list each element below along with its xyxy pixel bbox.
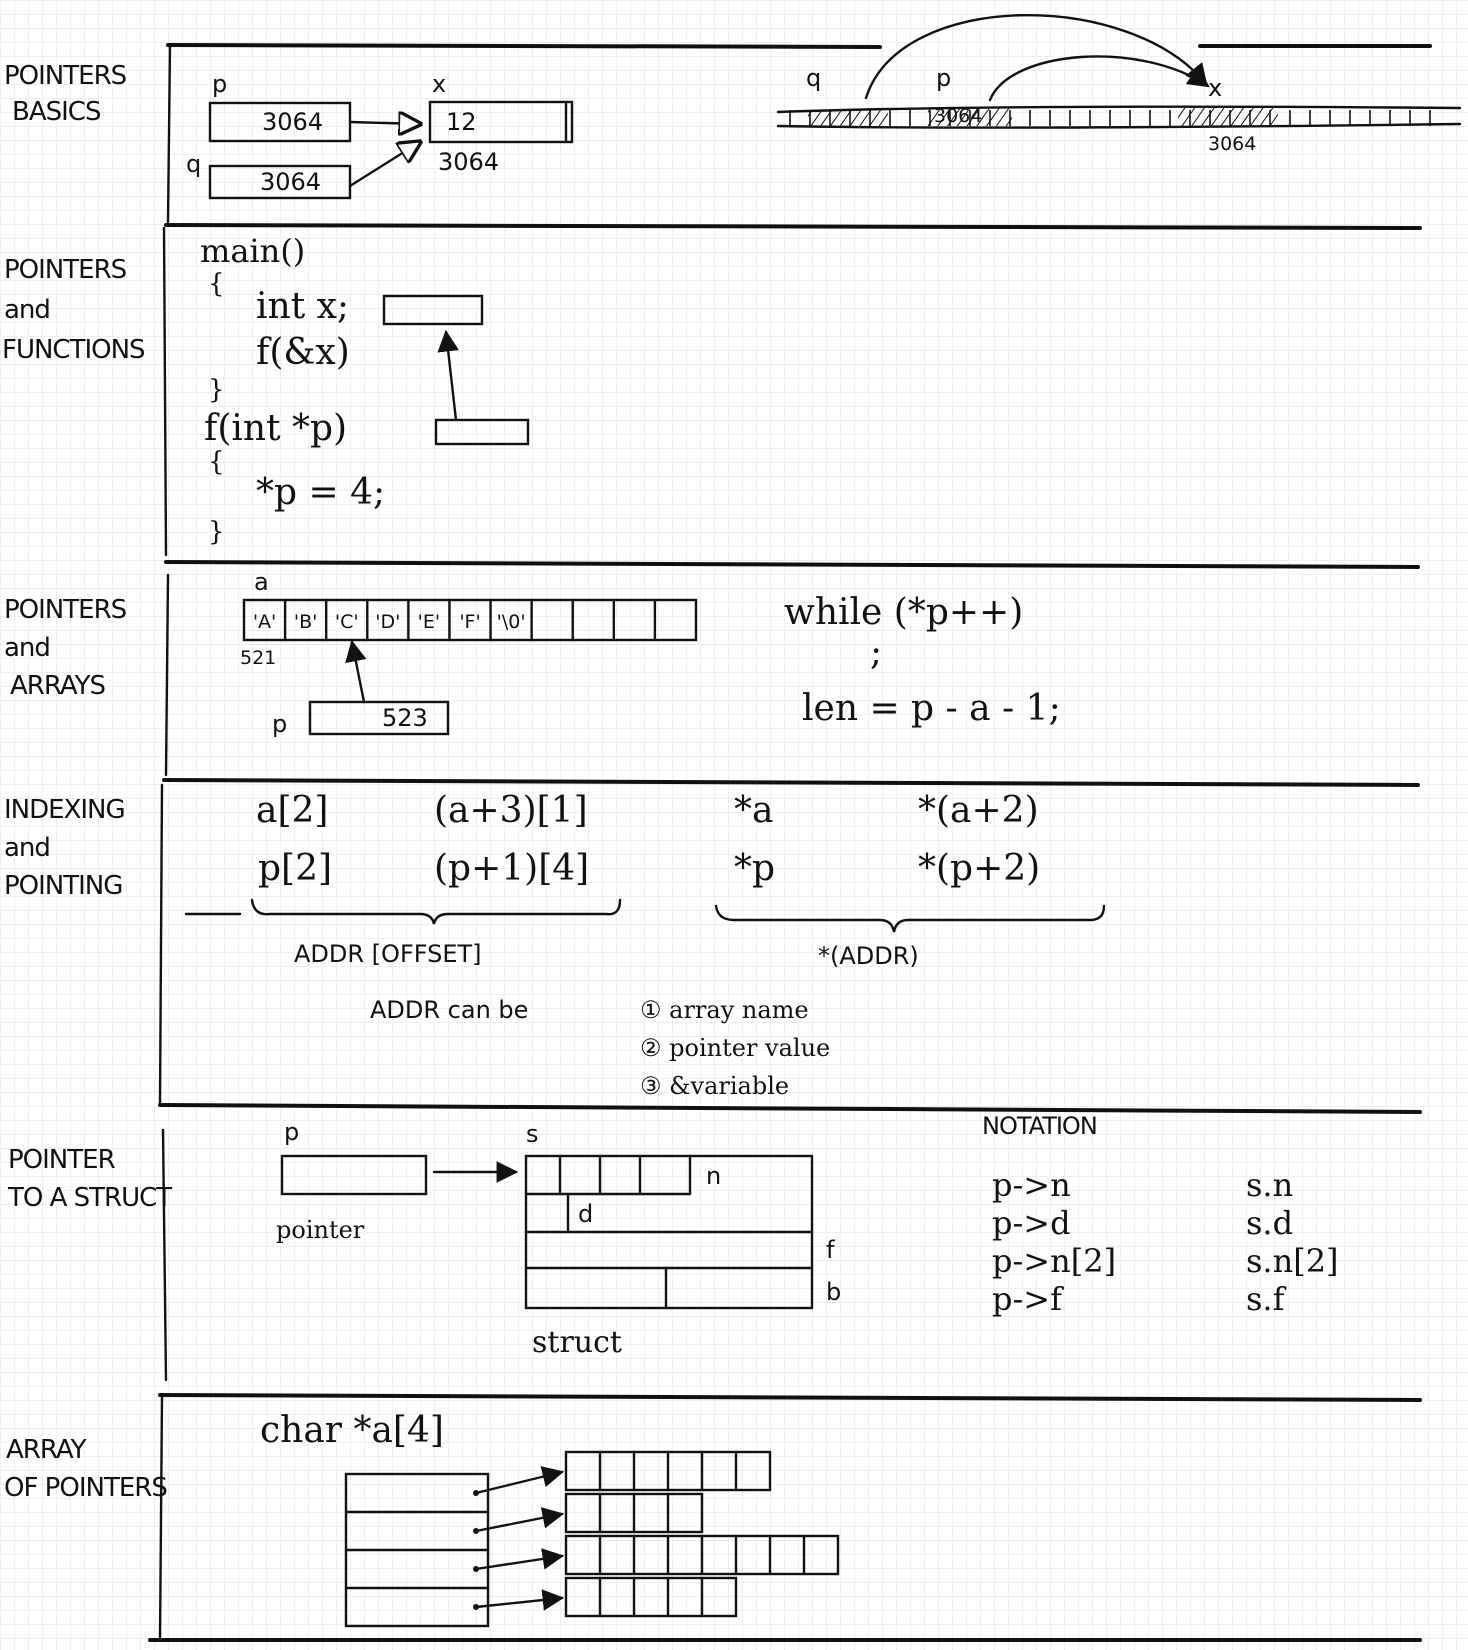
struct-p-label: p: [284, 1118, 300, 1146]
array-cell-6: '\0': [496, 611, 526, 633]
section-frame: [160, 45, 170, 1640]
array-cell-1: 'B': [293, 611, 318, 633]
array-p-arrow: [352, 642, 364, 702]
p-label: p: [212, 70, 228, 98]
x-label: x: [432, 70, 447, 98]
title-indexing-line2: and: [4, 833, 50, 863]
q-label: q: [186, 150, 202, 178]
array-cell-5: 'F': [459, 611, 481, 633]
main-signature: main(): [200, 232, 306, 270]
f-signature: f(int *p): [204, 408, 348, 449]
dot-notation-d: s.d: [1246, 1204, 1294, 1242]
title-struct-line2: TO A STRUCT: [8, 1183, 172, 1213]
struct-field-n: n: [706, 1162, 722, 1190]
title-basics-line1: POINTERS: [4, 61, 127, 91]
char-ptr-array-decl: char *a[4]: [260, 1410, 444, 1451]
q-value: 3064: [260, 168, 322, 196]
memory-q-cells: [808, 110, 888, 126]
array-p-value: 523: [382, 704, 428, 732]
param-to-x-arrow: [446, 332, 456, 420]
expr-p-plus-1-index-4: (p+1)[4]: [434, 848, 590, 889]
arrow-notation-n: p->n: [992, 1166, 1071, 1204]
pointer-array-rows: [346, 1472, 562, 1610]
deref-assign: *p = 4;: [256, 472, 386, 513]
memory-q-arrow: [866, 15, 1206, 98]
array-cell-4: 'E': [417, 611, 441, 633]
basics-diagram: [186, 70, 572, 198]
string-buffer-3: [566, 1578, 736, 1616]
title-indexing-line1: INDEXING: [4, 795, 125, 825]
p-parameter-box: [436, 420, 528, 444]
arrow-notation-f: p->f: [992, 1280, 1062, 1318]
title-arrays-line1: POINTERS: [4, 595, 127, 625]
functions-diagram: [200, 232, 528, 547]
memory-strip: [778, 15, 1460, 155]
addr-option-2: ② pointer value: [640, 1034, 831, 1062]
struct-pointer-box: [282, 1156, 426, 1194]
addr-offset-brace: [252, 900, 620, 924]
addr-option-1: ① array name: [640, 996, 809, 1024]
array-name-label: a: [254, 568, 269, 596]
string-buffers: [566, 1452, 838, 1616]
dot-notation-f: s.f: [1246, 1280, 1285, 1318]
x-value: 12: [446, 108, 477, 136]
main-close-brace: }: [208, 375, 225, 405]
struct-field-f: f: [826, 1236, 835, 1264]
deref-addr-caption: *(ADDR): [818, 942, 919, 970]
section-titles: [2, 61, 172, 1503]
title-functions-line1: POINTERS: [4, 255, 127, 285]
struct-diagram: [276, 1112, 1339, 1360]
memory-q-label: q: [806, 64, 822, 92]
char-array-cells: [253, 600, 655, 640]
title-functions-line3: FUNCTIONS: [2, 335, 145, 365]
pointer-caption: pointer: [276, 1216, 365, 1244]
notation-title: NOTATION: [982, 1112, 1097, 1140]
main-open-brace: {: [208, 269, 225, 299]
struct-field-b: b: [826, 1278, 842, 1306]
title-arrays-line3: ARRAYS: [10, 671, 106, 701]
struct-caption: struct: [532, 1325, 622, 1360]
title-indexing-line3: POINTING: [4, 871, 123, 901]
memory-p-value: 3064: [934, 105, 983, 127]
memory-p-label: p: [936, 64, 952, 92]
memory-x-label: x: [1208, 74, 1223, 102]
title-basics-line2: BASICS: [12, 97, 101, 127]
int-x-decl: int x;: [256, 286, 350, 327]
expr-deref-p: *p: [734, 848, 776, 889]
len-assignment: len = p - a - 1;: [802, 688, 1061, 729]
title-functions-line2: and: [4, 295, 50, 325]
memory-x-address: 3064: [1208, 133, 1257, 155]
expr-deref-a-plus-2: *(a+2): [918, 790, 1039, 831]
x-variable-box: [384, 296, 482, 324]
memory-p-arrow: [990, 56, 1208, 100]
indexing-diagram: [186, 790, 1104, 1100]
arrays-diagram: [240, 568, 1061, 738]
memory-x-cells: [1178, 108, 1278, 126]
expr-a-index-2: a[2]: [256, 790, 329, 831]
f-open-brace: {: [208, 447, 225, 477]
p-value: 3064: [262, 108, 324, 136]
addr-can-be-text: ADDR can be: [370, 996, 529, 1024]
while-loop-line: while (*p++): [784, 592, 1024, 633]
dot-notation-n: s.n: [1246, 1166, 1294, 1204]
title-aop-line1: ARRAY: [6, 1435, 86, 1465]
aop-diagram: [260, 1410, 838, 1626]
array-p-label: p: [272, 710, 288, 738]
array-cell-2: 'C': [334, 611, 359, 633]
deref-addr-brace: [716, 906, 1104, 932]
expr-a-plus-3-index-1: (a+3)[1]: [434, 790, 588, 831]
struct-s-label: s: [526, 1120, 539, 1148]
addr-option-3: ③ &variable: [640, 1072, 790, 1100]
p-to-x-arrow: [350, 122, 420, 124]
arrow-notation-d: p->d: [992, 1204, 1071, 1242]
section-dividers: [150, 45, 1430, 1640]
f-call: f(&x): [256, 332, 350, 373]
dot-notation-n2: s.n[2]: [1246, 1242, 1339, 1280]
array-base-address: 521: [240, 647, 277, 669]
array-cell-0: 'A': [252, 611, 277, 633]
struct-n-cells: [560, 1156, 640, 1194]
f-close-brace: }: [208, 517, 225, 547]
expr-deref-a: *a: [734, 790, 774, 831]
expr-p-index-2: p[2]: [258, 848, 333, 889]
array-cell-3: 'D': [375, 611, 401, 633]
title-struct-line1: POINTER: [8, 1145, 115, 1175]
title-arrays-line2: and: [4, 633, 50, 663]
addr-offset-caption: ADDR [OFFSET]: [294, 940, 482, 968]
struct-field-d: d: [578, 1200, 594, 1228]
arrow-notation-n2: p->n[2]: [992, 1242, 1117, 1280]
x-address: 3064: [438, 148, 500, 176]
expr-deref-p-plus-2: *(p+2): [918, 848, 1041, 889]
title-aop-line2: OF POINTERS: [4, 1473, 167, 1503]
q-to-x-arrow: [350, 142, 420, 186]
empty-statement: ;: [870, 632, 883, 673]
